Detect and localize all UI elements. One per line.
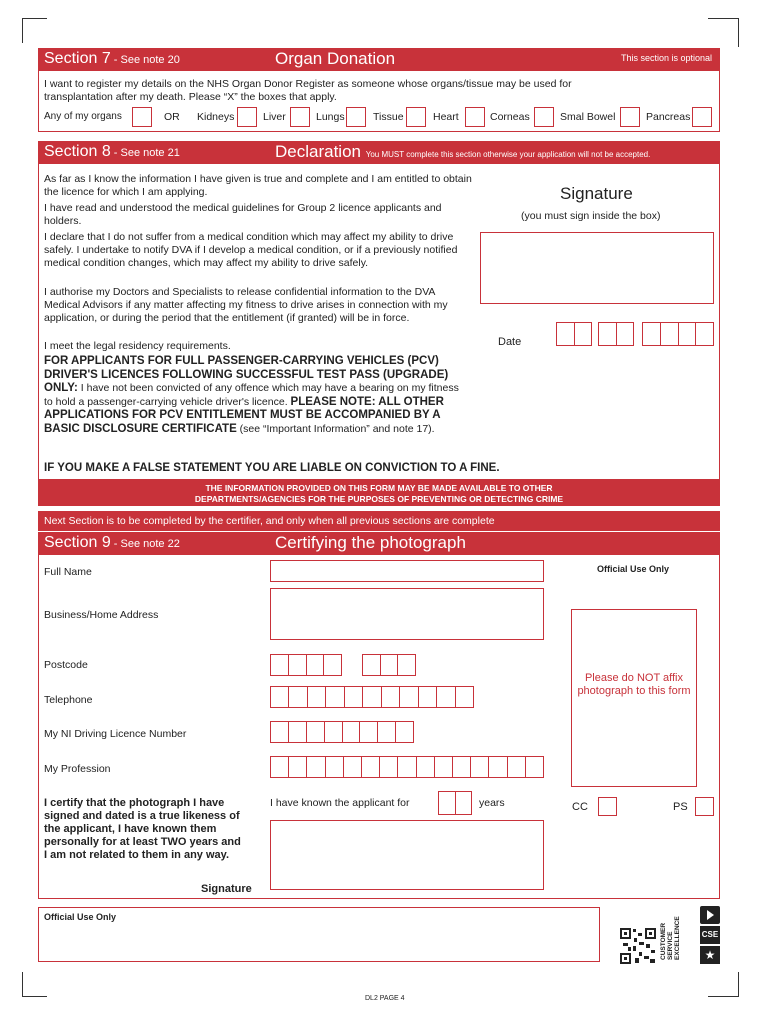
checkbox-heart[interactable]	[465, 107, 485, 127]
licence-label: My NI Driving Licence Number	[44, 728, 187, 740]
star-icon: ★	[700, 946, 720, 964]
option-lungs: Lungs	[316, 111, 345, 123]
postcode-part1-field[interactable]	[270, 654, 342, 676]
certifier-signature-label: Signature	[201, 883, 252, 895]
checkbox-small-bowel[interactable]	[620, 107, 640, 127]
section7-title: Section 7 - See note 20	[44, 50, 180, 67]
declaration-p1: As far as I know the information I have given is true and complete and I am entitled to obtain the licence for which I am applying.	[44, 173, 472, 198]
section8-header	[38, 141, 720, 163]
years-known-field[interactable]	[438, 791, 472, 815]
licence-number-field[interactable]	[270, 721, 414, 743]
pcv-declaration: FOR APPLICANTS FOR FULL PASSENGER-CARRYING VEHICLES (PCV) DRIVER'S LICENCES FOLLOWING SUCCESSFUL TEST PASS (UPGRADE) ONLY: I have not been convicted of any offence which may have a bearing on my fitness to hold a passenger-carrying vehicle driver's licence. PLEASE NOTE: ALL OTHER APPLICATIONS FOR PCV ENTITLEMENT MUST BE ACCOMPANIED BY A BASIC DISCLOSURE CERTIFICATE (see “Important Information” and note 17).	[44, 355, 459, 435]
option-any-organs: Any of my organs	[44, 111, 122, 122]
qr-code-icon	[619, 927, 657, 965]
signature-box[interactable]	[480, 232, 714, 304]
checkbox-tissue[interactable]	[406, 107, 426, 127]
false-statement-warning: IF YOU MAKE A FALSE STATEMENT YOU ARE LIABLE ON CONVICTION TO A FINE.	[44, 462, 500, 474]
telephone-field[interactable]	[270, 686, 474, 708]
checkbox-liver[interactable]	[290, 107, 310, 127]
signature-subtitle: (you must sign inside the box)	[521, 210, 661, 222]
declaration-p2: I have read and understood the medical guidelines for Group 2 licence applicants and holders.	[44, 202, 442, 227]
signature-title: Signature	[560, 184, 633, 203]
footer-official-use-box	[38, 907, 600, 962]
section7-name: Organ Donation	[275, 49, 396, 68]
crop-mark-bottom-left	[22, 972, 47, 997]
certifier-notice: Next Section is to be completed by the certifier, and only when all previous sections are complete	[38, 511, 720, 531]
option-corneas: Corneas	[490, 111, 530, 123]
profession-label: My Profession	[44, 763, 111, 775]
crop-mark-bottom-right	[708, 972, 739, 997]
option-or: OR	[164, 111, 180, 123]
cse-logo	[700, 906, 721, 966]
profession-field[interactable]	[270, 756, 544, 778]
date-month-field[interactable]	[598, 322, 634, 346]
option-kidneys: Kidneys	[197, 111, 235, 123]
postcode-part2-field[interactable]	[362, 654, 416, 676]
photo-note: Please do NOT affix photograph to this form	[577, 672, 691, 697]
organ-intro-2: transplantation after my death. Please “X” the boxes that apply.	[44, 91, 337, 103]
cc-checkbox[interactable]	[598, 797, 617, 816]
date-day-field[interactable]	[556, 322, 592, 346]
footer-official-use-label: Official Use Only	[44, 912, 117, 922]
section7-header	[38, 48, 720, 70]
optional-label: This section is optional	[620, 53, 712, 63]
date-year-field[interactable]	[642, 322, 714, 346]
section9-header	[38, 532, 720, 554]
option-pancreas: Pancreas	[646, 111, 691, 123]
cse-text: CUSTOMER SERVICE EXCELLENCE	[660, 916, 681, 960]
known-for-label: I have known the applicant for	[270, 797, 410, 809]
declaration-p3: I declare that I do not suffer from a medical condition which may affect my ability to drive safely. I undertake to notify DVA if I develop a medical condition, or if a previously notified medical condition changes, which may affect my ability to drive safely.	[44, 231, 458, 269]
photo-area	[571, 609, 697, 787]
declaration-p4: I authorise my Doctors and Specialists to release confidential information to the DVA Medical Advisors if any matter affecting my fitness to drive arises in connection with my application, or during the period that the entitlement (if granted) will be in force.	[44, 286, 448, 324]
telephone-label: Telephone	[44, 694, 93, 706]
checkbox-pancreas[interactable]	[692, 107, 712, 127]
ps-checkbox[interactable]	[695, 797, 714, 816]
information-sharing-banner	[38, 480, 720, 506]
crop-mark-top-left	[22, 18, 47, 43]
option-heart: Heart	[433, 111, 459, 123]
official-use-label: Official Use Only	[597, 564, 670, 574]
section9-name: Certifying the photograph	[275, 533, 466, 552]
option-small-bowel: Smal Bowel	[560, 111, 616, 123]
info-line-1: THE INFORMATION PROVIDED ON THIS FORM MAY BE MADE AVAILABLE TO OTHER	[205, 483, 553, 493]
crop-mark-top-right	[708, 18, 739, 47]
years-label: years	[479, 797, 505, 809]
checkbox-lungs[interactable]	[346, 107, 366, 127]
checkbox-corneas[interactable]	[534, 107, 554, 127]
cc-label: CC	[572, 801, 588, 813]
ps-label: PS	[673, 801, 688, 813]
cse-badge: CSE	[700, 926, 720, 944]
play-icon	[700, 906, 720, 924]
organ-intro-1: I want to register my details on the NHS Organ Donor Register as someone whose organs/tissue may be used for	[44, 78, 572, 90]
declaration-p5: I meet the legal residency requirements.	[44, 340, 231, 352]
full-name-field[interactable]	[270, 560, 544, 582]
checkbox-any-organs[interactable]	[132, 107, 152, 127]
address-label: Business/Home Address	[44, 609, 159, 621]
postcode-label: Postcode	[44, 659, 88, 671]
date-label: Date	[498, 336, 522, 348]
option-tissue: Tissue	[373, 111, 404, 123]
checkbox-kidneys[interactable]	[237, 107, 257, 127]
section9-title: Section 9 - See note 22	[44, 534, 180, 551]
info-line-2: DEPARTMENTS/AGENCIES FOR THE PURPOSES OF PREVENTING OR DETECTING CRIME	[194, 494, 564, 504]
page-number: DL2 PAGE 4	[365, 995, 405, 1002]
certify-statement: I certify that the photograph I have signed and dated is a true likeness of the applicant, I have known them personally for at least TWO years and I am not related to them in any way.	[44, 797, 241, 861]
section8-name: Declaration You MUST complete this section otherwise your application will not be accepted.	[275, 142, 651, 161]
address-field[interactable]	[270, 588, 544, 640]
certifier-signature-box[interactable]	[270, 820, 544, 890]
option-liver: Liver	[263, 111, 286, 123]
full-name-label: Full Name	[44, 566, 92, 578]
section8-title: Section 8 - See note 21	[44, 143, 180, 160]
